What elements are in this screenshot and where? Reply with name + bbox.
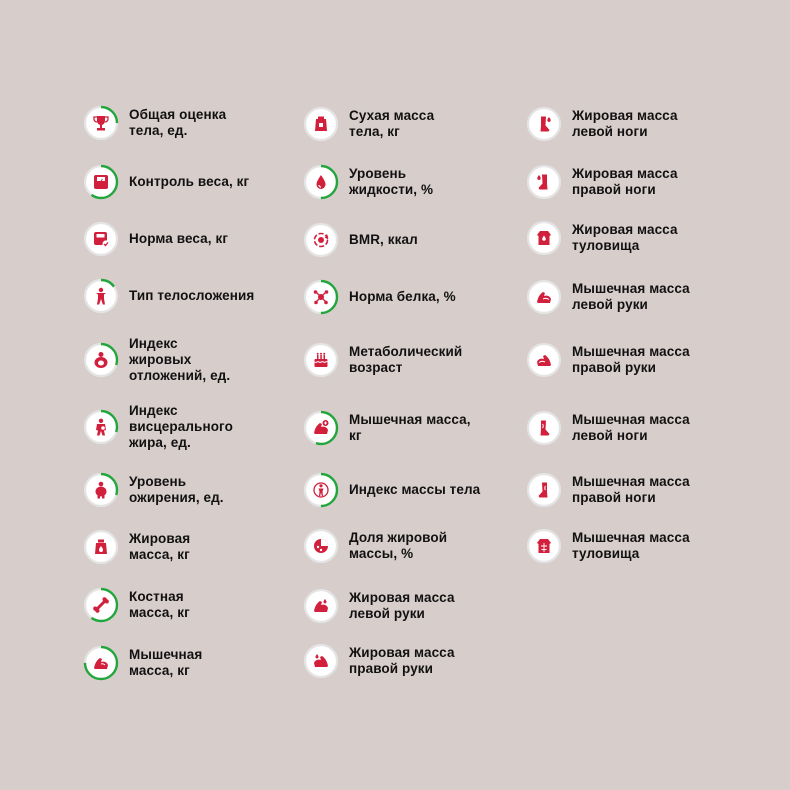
metric-item — [303, 588, 455, 624]
leg-muscle-left-icon — [535, 419, 553, 437]
metric-item — [303, 643, 455, 679]
metric-label — [129, 231, 228, 247]
metric-label-line: туловища — [572, 238, 640, 253]
metric-label-line: жировых — [129, 352, 192, 367]
torso-muscle-icon — [535, 537, 553, 555]
metric-label — [129, 531, 190, 563]
arm-fat-right-icon — [312, 652, 330, 670]
arm-fat-left-icon — [312, 597, 330, 615]
metric-item — [83, 278, 254, 314]
metric-label-line: Индекс — [129, 336, 178, 351]
bone-icon — [92, 596, 110, 614]
bmi-icon — [312, 481, 330, 499]
metric-item — [303, 528, 447, 564]
metric-item — [526, 106, 678, 142]
metric-badge — [83, 587, 119, 623]
metric-item — [526, 279, 690, 315]
muscle-mass-icon — [312, 419, 330, 437]
metric-item — [303, 472, 480, 508]
metric-label-line: Сухая масса — [349, 108, 435, 123]
metric-label — [349, 482, 480, 498]
metric-badge — [83, 164, 119, 200]
metric-badge — [83, 105, 119, 141]
metric-item — [303, 164, 433, 200]
metric-label-line: кг — [349, 428, 362, 443]
metric-label-line: Метаболический — [349, 344, 463, 359]
metric-label — [572, 344, 690, 376]
metric-label — [572, 281, 690, 313]
metric-label — [129, 288, 254, 304]
fat-mass-icon — [92, 538, 110, 556]
metric-label-line: правой ноги — [572, 182, 656, 197]
visceral-fat-icon — [92, 418, 110, 436]
metric-label-line: левой руки — [572, 297, 648, 312]
metric-item — [83, 587, 190, 623]
metric-label-line: Жировая масса — [349, 645, 455, 660]
metric-label-line: возраст — [349, 360, 403, 375]
metric-item — [83, 336, 231, 383]
metric-label-line: правой руки — [349, 661, 434, 676]
metric-label — [129, 647, 202, 679]
metric-label — [572, 222, 678, 254]
metric-item — [83, 164, 249, 200]
metric-badge — [303, 472, 339, 508]
metric-label-line: отложений, ед. — [129, 368, 231, 383]
metric-label-line: Общая оценка — [129, 107, 227, 122]
obesity-icon — [92, 481, 110, 499]
leg-fat-left-icon — [535, 115, 553, 133]
metric-badge — [83, 529, 119, 565]
metric-item — [303, 222, 418, 258]
metric-badge — [526, 528, 562, 564]
metric-badge — [526, 472, 562, 508]
metric-item — [303, 410, 471, 446]
metric-label-line: Норма белка, % — [349, 289, 456, 304]
water-drop-icon — [312, 173, 330, 191]
metric-label-line: масса, кг — [129, 605, 190, 620]
metric-label — [349, 289, 456, 305]
metric-label-line: Жировая масса — [572, 108, 678, 123]
fat-body-icon — [92, 351, 110, 369]
metric-label — [349, 530, 447, 562]
trophy-icon — [92, 114, 110, 132]
metric-label-line: масса, кг — [129, 547, 190, 562]
metric-badge — [303, 164, 339, 200]
metric-label — [349, 645, 455, 677]
metric-label-line: Жировая масса — [349, 590, 455, 605]
metric-item — [83, 403, 233, 450]
metric-badge — [526, 410, 562, 446]
metric-label — [572, 474, 690, 506]
metric-badge — [526, 342, 562, 378]
metric-item — [526, 164, 678, 200]
metric-label — [129, 474, 224, 506]
metric-label-line: жидкости, % — [349, 182, 434, 197]
metric-label-line: Мышечная масса — [572, 474, 690, 489]
metric-label — [572, 530, 690, 562]
fat-share-icon — [312, 537, 330, 555]
metric-label-line: туловища — [572, 546, 640, 561]
leg-fat-right-icon — [535, 173, 553, 191]
metric-label-line: Доля жировой — [349, 530, 448, 545]
metric-label — [349, 590, 455, 622]
metric-label-line: жира, ед. — [129, 435, 191, 450]
metric-label-line: Жировая — [129, 531, 191, 546]
metric-item — [526, 472, 690, 508]
metric-label-line: Костная — [129, 589, 184, 604]
metric-label-line: Мышечная масса — [572, 281, 690, 296]
metric-label-line: BMR, ккал — [349, 232, 418, 247]
metric-label-line: левой ноги — [572, 428, 648, 443]
torso-fat-icon — [535, 229, 553, 247]
metric-label-line: масса, кг — [129, 663, 190, 678]
metric-badge — [303, 643, 339, 679]
metric-badge — [303, 279, 339, 315]
muscle-arm-icon — [92, 654, 110, 672]
metric-item — [83, 105, 226, 141]
metric-badge — [83, 342, 119, 378]
metric-badge — [526, 279, 562, 315]
leg-muscle-right-icon — [535, 481, 553, 499]
metric-badge — [526, 106, 562, 142]
metric-label-line: тела, кг — [349, 124, 400, 139]
metric-badge — [83, 645, 119, 681]
metric-label-line: тела, ед. — [129, 123, 188, 138]
metric-badge — [526, 164, 562, 200]
scale-check-icon — [92, 230, 110, 248]
scale-icon — [92, 173, 110, 191]
metric-label-line: правой руки — [572, 360, 657, 375]
metric-label-line: ожирения, ед. — [129, 490, 224, 505]
metric-item — [83, 529, 190, 565]
metric-label — [129, 107, 226, 139]
metric-label-line: правой ноги — [572, 490, 656, 505]
metric-label-line: массы, % — [349, 546, 414, 561]
metric-badge — [83, 278, 119, 314]
arm-muscle-left-icon — [535, 288, 553, 306]
metric-item — [303, 106, 434, 142]
metric-label-line: левой ноги — [572, 124, 648, 139]
metric-badge — [303, 342, 339, 378]
metric-label — [572, 108, 678, 140]
metric-label — [349, 166, 433, 198]
metric-label-line: Жировая масса — [572, 222, 678, 237]
metric-label — [349, 232, 418, 248]
metric-label — [572, 412, 690, 444]
metric-item — [303, 279, 456, 315]
metric-badge — [303, 106, 339, 142]
metric-label-line: Тип телосложения — [129, 288, 255, 303]
metric-item — [83, 472, 224, 508]
metric-item — [526, 410, 690, 446]
metric-label — [349, 344, 462, 376]
metric-label — [129, 336, 230, 384]
metric-badge — [303, 588, 339, 624]
arm-muscle-right-icon — [535, 351, 553, 369]
metric-item — [526, 342, 690, 378]
metric-item — [303, 342, 462, 378]
metric-label-line: Мышечная масса, — [349, 412, 471, 427]
lean-mass-icon — [312, 115, 330, 133]
metric-label — [349, 412, 471, 444]
metric-badge — [303, 528, 339, 564]
bmr-icon — [312, 231, 330, 249]
metric-label-line: висцерального — [129, 419, 233, 434]
protein-icon — [312, 288, 330, 306]
metric-label-line: Жировая масса — [572, 166, 678, 181]
metric-badge — [83, 472, 119, 508]
metric-label — [572, 166, 678, 198]
metric-label-line: Мышечная — [129, 647, 203, 662]
metric-item — [526, 220, 678, 256]
metric-label — [129, 174, 249, 190]
metric-label — [129, 403, 233, 451]
metric-label-line: Уровень — [129, 474, 187, 489]
birthday-cake-icon — [312, 351, 330, 369]
metric-label-line: Мышечная масса — [572, 412, 690, 427]
metric-label-line: Мышечная масса — [572, 530, 690, 545]
metric-label-line: Контроль веса, кг — [129, 174, 250, 189]
metric-label-line: Индекс массы тела — [349, 482, 481, 497]
metric-label — [349, 108, 434, 140]
metric-item — [83, 221, 228, 257]
metric-label-line: Индекс — [129, 403, 178, 418]
metric-badge — [303, 222, 339, 258]
metric-badge — [83, 409, 119, 445]
metric-label-line: Мышечная масса — [572, 344, 690, 359]
metric-badge — [303, 410, 339, 446]
metric-label — [129, 589, 190, 621]
metric-badge — [526, 220, 562, 256]
metric-label-line: Норма веса, кг — [129, 231, 229, 246]
metric-item — [526, 528, 690, 564]
metric-badge — [83, 221, 119, 257]
metric-label-line: Уровень — [349, 166, 407, 181]
body-type-icon — [92, 287, 110, 305]
metric-label-line: левой руки — [349, 606, 425, 621]
metric-item — [83, 645, 202, 681]
